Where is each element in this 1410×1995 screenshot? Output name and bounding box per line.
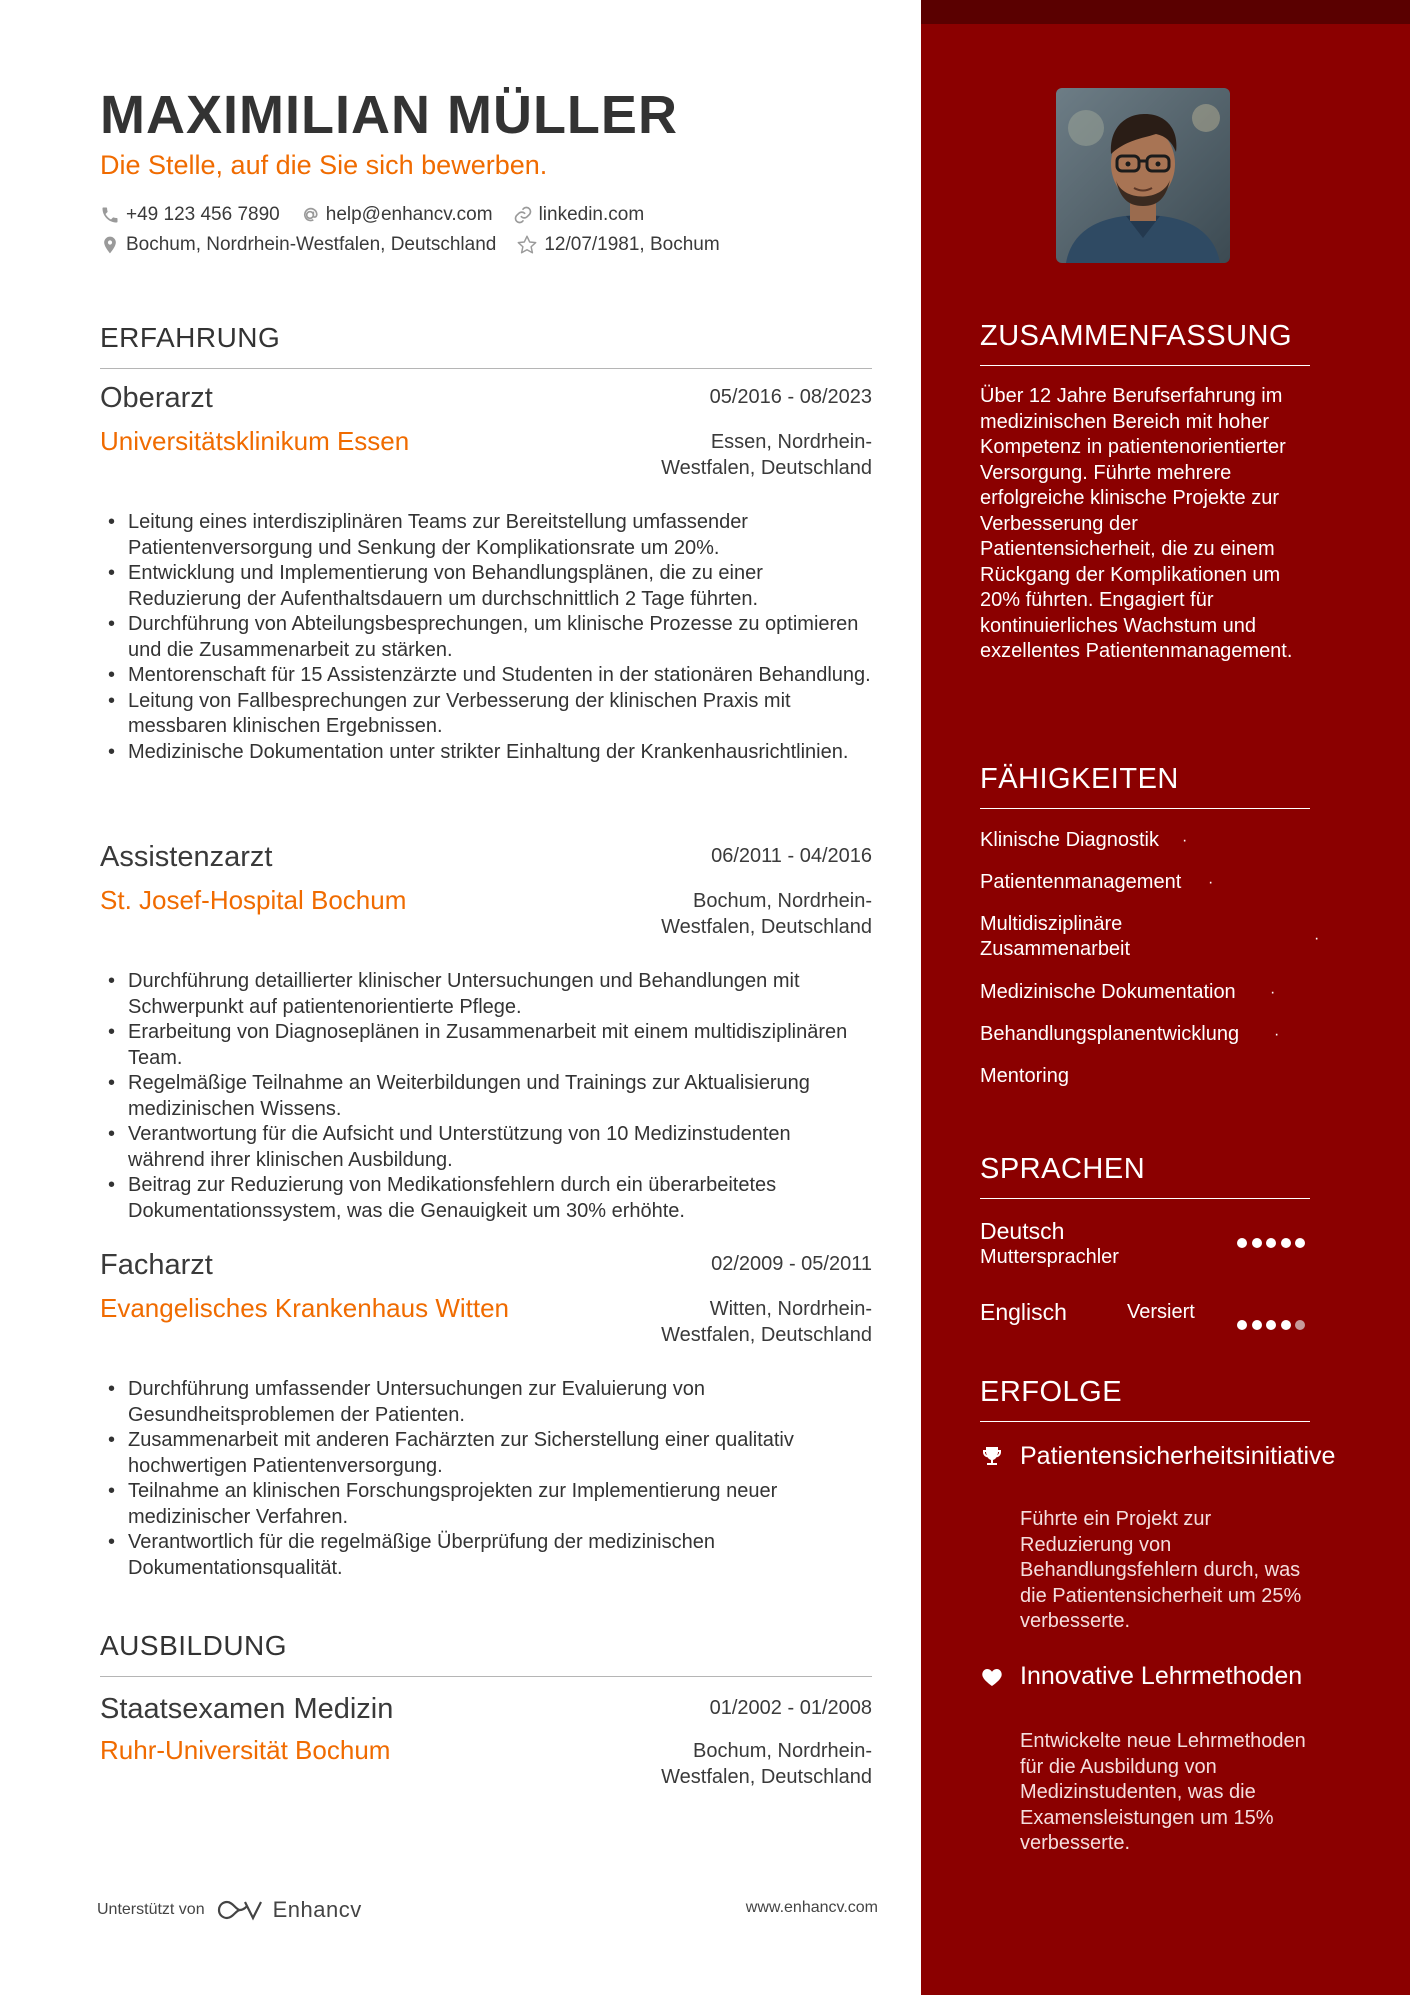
job-bullet: • Durchführung detaillierter klinischer Untersuchungen und Behandlungen mit Schwerpunkt auf patientenorientierte Pflege. [100,969,872,1020]
achievement-text: Führte ein Projekt zur Reduzierung von Behandlungsfehlern durch, was die Patientensicherheit um 25% verbesserte. [1020,1508,1302,1632]
brand-name: Enhancv [272,1897,362,1922]
skill-label: Medizinische Dokumentation [980,981,1236,1003]
birth-contact [516,234,719,256]
skill-label: Klinische Diagnostik [980,829,1159,851]
achievement-title: Innovative Lehrmethoden [1020,1662,1303,1690]
birth-text: 12/07/1981, Bochum [544,234,720,255]
heart-icon [980,1665,1004,1689]
skill-item [980,980,1320,1005]
sidebar-top-band [921,0,1410,24]
education-section-title: AUSBILDUNG [100,1630,872,1677]
experience-section-title: ERFAHRUNG [100,322,872,369]
phone-text: +49 123 456 7890 [126,204,280,225]
job-date: 02/2009 - 05/2011 [711,1253,872,1275]
skills-section-title: FÄHIGKEITEN [980,763,1310,809]
job-bullet: • Zusammenarbeit mit anderen Fachärzten zur Sicherstellung einer qualitativ hochwertigen Patientenversorgung. [100,1428,872,1479]
rating-dot [1266,1238,1276,1248]
profile-photo [1056,88,1230,263]
at-icon [300,205,320,225]
skill-separator: · [1274,1026,1280,1043]
school-name: Ruhr-Universität Bochum [100,1735,391,1765]
job-company: Evangelisches Krankenhaus Witten [100,1293,510,1323]
job-bullet: • Medizinische Dokumentation unter strikter Einhaltung der Krankenhausrichtlinien. [100,740,872,766]
skill-item [980,912,1320,962]
linkedin-text: linkedin.com [538,204,645,225]
job-location: Bochum, Nordrhein-Westfalen, Deutschland [661,890,872,938]
job-bullet: • Leitung von Fallbesprechungen zur Verbesserung der klinischen Praxis mit messbaren klinischen Ergebnissen. [100,689,872,740]
skill-separator: · [1208,874,1214,891]
phone-contact[interactable] [100,204,280,226]
language-name: Englisch [980,1299,1067,1325]
job-bullet: • Erarbeitung von Diagnoseplänen in Zusammenarbeit mit einem multidisziplinären Team. [100,1020,872,1071]
footer-powered-by [97,1897,362,1923]
summary-section-title: ZUSAMMENFASSUNG [980,320,1310,366]
job-bullet: • Teilnahme an klinischen Forschungsprojekten zur Implementierung neuer medizinischer Verfahren. [100,1479,872,1530]
job-date: 06/2011 - 04/2016 [711,845,872,867]
skill-label: Behandlungsplanentwicklung [980,1023,1240,1045]
rating-dot [1295,1320,1305,1330]
rating-dot [1281,1320,1291,1330]
location-contact [100,234,496,256]
rating-dot [1252,1320,1262,1330]
email-contact[interactable] [300,204,493,226]
languages-section-title: SPRACHEN [980,1153,1310,1199]
language-rating [1237,1238,1310,1248]
language-level: Versiert [1127,1301,1195,1323]
job-title: Assistenzarzt [100,841,273,873]
job-bullets [100,1377,872,1581]
summary-text: Über 12 Jahre Berufserfahrung im medizinischen Bereich mit hoher Kompetenz in patientenorientierter Versorgung. Führte mehrere erfolgreiche klinische Projekte zur Verbesserung der Patientensicherheit, die zu einem Rückgang der Komplikationen um 20% führten. Engagiert für kontinuierliches Wachstum und exzellentes Patientenmanagement. [980,385,1293,662]
skill-item [980,828,1320,853]
phone-icon [100,205,120,225]
job-date: 05/2016 - 08/2023 [709,386,872,408]
job-bullet: • Verantwortlich für die regelmäßige Überprüfung der medizinischen Dokumentationsqualität. [100,1530,872,1581]
job-bullet: • Entwicklung und Implementierung von Behandlungsplänen, die zu einer Reduzierung der Aufenthaltsdauern um durchschnittlich 2 Tage führten. [100,561,872,612]
candidate-name: MAXIMILIAN MÜLLER [100,85,678,145]
job-bullet: • Durchführung umfassender Untersuchungen zur Evaluierung von Gesundheitsproblemen der Patienten. [100,1377,872,1428]
job-location: Witten, Nordrhein-Westfalen, Deutschland [661,1298,872,1346]
job-bullet: • Verantwortung für die Aufsicht und Unterstützung von 10 Medizinstudenten während ihrer klinischen Ausbildung. [100,1122,872,1173]
achievement-title: Patientensicherheitsinitiative [1020,1442,1336,1470]
job-location: Essen, Nordrhein-Westfalen, Deutschland [661,431,872,479]
language-name: Deutsch [980,1218,1065,1244]
skill-item [980,1022,1320,1047]
language-rating [1237,1320,1310,1330]
job-bullet: • Durchführung von Abteilungsbesprechungen, um klinische Prozesse zu optimieren und die Zusammenarbeit zu stärken. [100,612,872,663]
job-target-subtitle: Die Stelle, auf die Sie sich bewerben. [100,150,548,180]
linkedin-contact[interactable] [513,204,645,226]
skill-label: Mentoring [980,1065,1069,1087]
skill-item [980,870,1320,895]
rating-dot [1266,1320,1276,1330]
rating-dot [1252,1238,1262,1248]
rating-dot [1295,1238,1305,1248]
language-level: Muttersprachler [980,1246,1119,1268]
location-pin-icon [100,235,120,255]
rating-dot [1237,1320,1247,1330]
footer-url[interactable]: www.enhancv.com [745,1899,878,1916]
job-bullets [100,969,872,1224]
job-bullet: • Regelmäßige Teilnahme an Weiterbildungen und Trainings zur Aktualisierung medizinischen Wissens. [100,1071,872,1122]
job-bullet: • Mentorenschaft für 15 Assistenzärzte und Studenten in der stationären Behandlung. [100,663,872,689]
powered-by-text: Unterstützt von [97,1901,205,1918]
job-bullet: • Beitrag zur Reduzierung von Medikationsfehlern durch ein überarbeitetes Dokumentationssystem, was die Genauigkeit um 30% erhöhte. [100,1173,872,1224]
job-bullet: • Leitung eines interdisziplinären Teams zur Bereitstellung umfassender Patientenversorgung und Senkung der Komplikationsrate um 20%. [100,510,872,561]
achievements-section-title: ERFOLGE [980,1376,1310,1422]
skill-label: Patientenmanagement [980,871,1182,893]
job-title: Oberarzt [100,382,213,414]
skill-item [980,1064,1320,1089]
trophy-icon [980,1444,1004,1468]
skill-separator: · [1314,930,1320,947]
job-company: St. Josef-Hospital Bochum [100,885,407,915]
job-company: Universitätsklinikum Essen [100,426,410,456]
star-icon [516,234,538,256]
link-icon [513,205,533,225]
skill-separator: · [1182,832,1188,849]
job-title: Facharzt [100,1249,213,1281]
degree-title: Staatsexamen Medizin [100,1693,394,1725]
achievement-text: Entwickelte neue Lehrmethoden für die Ausbildung von Medizinstudenten, was die Examensleistungen um 15% verbesserte. [1020,1730,1306,1854]
enhancv-logo-icon [215,1897,265,1923]
profile-photo-illustration [1056,88,1230,263]
contact-row-1 [100,204,664,226]
rating-dot [1237,1238,1247,1248]
job-bullets [100,510,872,765]
rating-dot [1281,1238,1291,1248]
school-location: Bochum, Nordrhein-Westfalen, Deutschland [661,1740,872,1788]
education-date: 01/2002 - 01/2008 [709,1697,872,1719]
skill-separator: · [1270,984,1276,1001]
location-text: Bochum, Nordrhein-Westfalen, Deutschland [126,234,497,255]
skill-label: Multidisziplinäre Zusammenarbeit [980,913,1131,960]
contact-row-2 [100,234,740,256]
email-text: help@enhancv.com [325,204,493,225]
